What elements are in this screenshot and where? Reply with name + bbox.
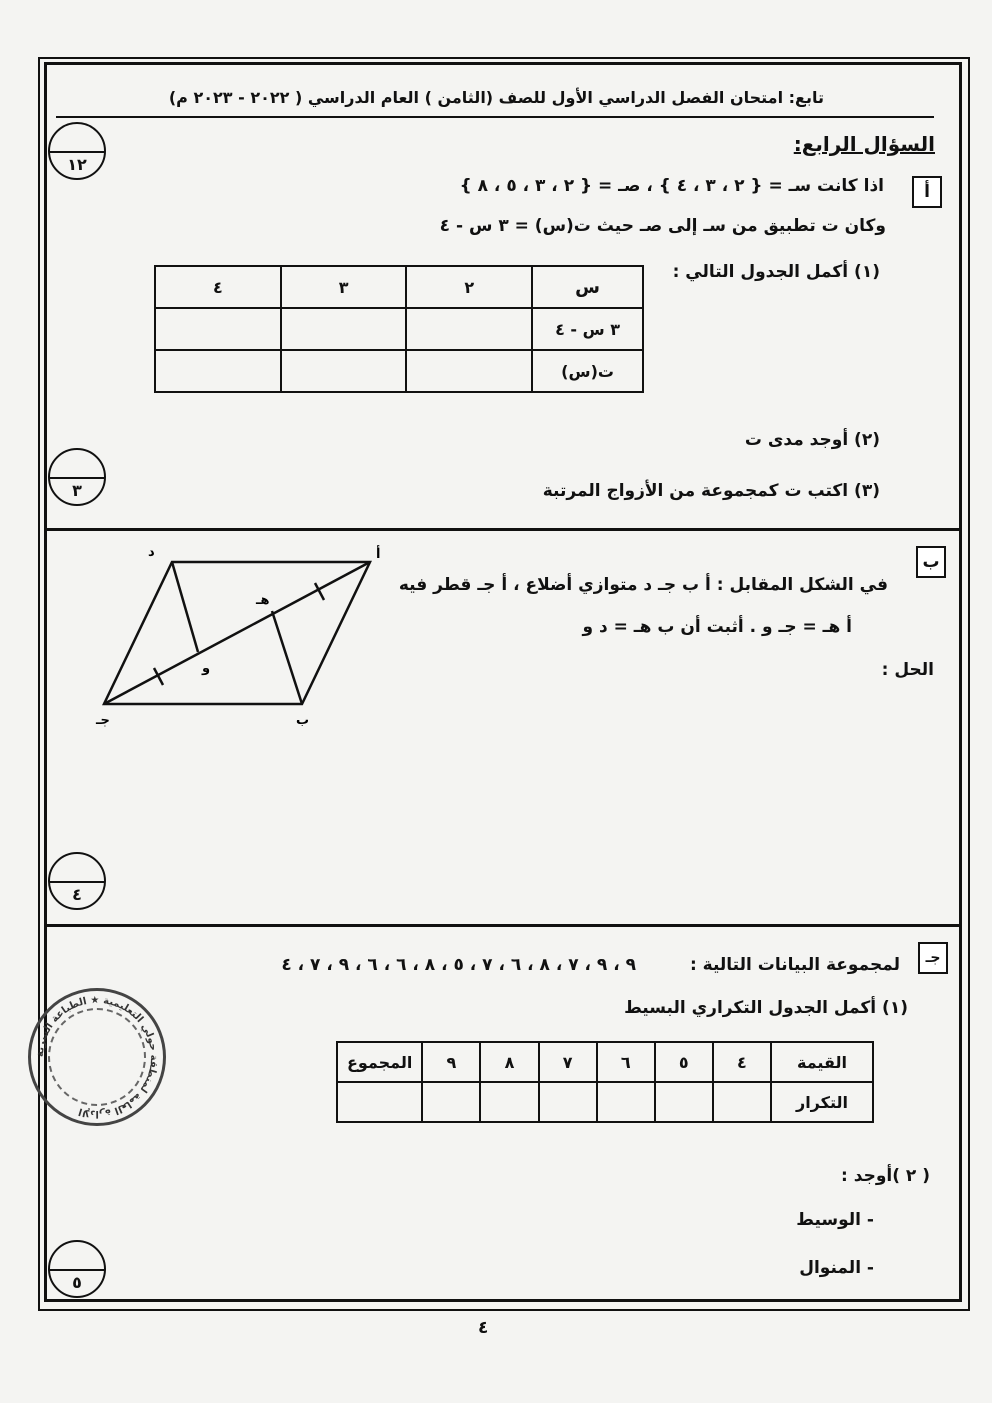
- part-a-label: أ: [912, 176, 942, 208]
- table-row-label: ت(س): [532, 350, 643, 392]
- part-c-label: جـ: [918, 942, 948, 974]
- section-divider-1: [44, 528, 962, 531]
- freq-header-total: المجموع: [337, 1042, 422, 1082]
- part-c-q2: ( ٢ )أوجد :: [841, 1166, 930, 1186]
- freq-header-value: القيمة: [771, 1042, 873, 1082]
- parallelogram-figure: [90, 540, 390, 730]
- part-c-q1: (١) أكمل الجدول التكراري البسيط: [624, 998, 908, 1018]
- part-b-line1: في الشكل المقابل : أ ب جـ د متوازي أضلاع ، أ جـ قطر فيه: [398, 575, 888, 595]
- seal-text-ring: [28, 988, 166, 1126]
- part-a-q2: (٢) أوجد مدى ت: [744, 430, 880, 450]
- freq-value: ٤: [713, 1042, 771, 1082]
- part-c-mark-circle: ٥: [48, 1240, 106, 1298]
- median-item: - الوسيط: [796, 1210, 874, 1230]
- page-number: ٤: [478, 1318, 489, 1338]
- freq-cell[interactable]: [655, 1082, 713, 1122]
- table-header: ٣: [281, 266, 407, 308]
- solution-label: الحل :: [881, 660, 934, 680]
- segment-bh: [272, 611, 302, 704]
- freq-value: ٧: [539, 1042, 597, 1082]
- freq-header-count: التكرار: [771, 1082, 873, 1122]
- table-cell[interactable]: [406, 308, 532, 350]
- freq-value: ٨: [480, 1042, 538, 1082]
- table-header: ٤: [155, 266, 281, 308]
- exam-header: تابع: امتحان الفصل الدراسي الأول للصف (الثامن ) العام الدراسي ( ٢٠٢٢ - ٢٠٢٣ م): [168, 88, 824, 107]
- segment-dw: [172, 562, 198, 652]
- table-cell[interactable]: [281, 308, 407, 350]
- part-a-line1: اذا كانت سـ = { ٢ ، ٣ ، ٤ } ، صـ = { ٢ ، ٣ ، ٥ ، ٨ }: [459, 176, 884, 196]
- freq-cell[interactable]: [539, 1082, 597, 1122]
- freq-cell[interactable]: [597, 1082, 655, 1122]
- freq-value: ٩: [422, 1042, 480, 1082]
- part-a-line2: وكان ت تطبيق من سـ إلى صـ حيث ت(س) = ٣ س - ٤: [439, 216, 886, 236]
- header-divider: [56, 116, 934, 118]
- table-header-x: س: [532, 266, 643, 308]
- freq-value: ٥: [655, 1042, 713, 1082]
- freq-value: ٦: [597, 1042, 655, 1082]
- table-cell[interactable]: [406, 350, 532, 392]
- part-a-mark-circle: ٣: [48, 448, 106, 506]
- table-header: ٢: [406, 266, 532, 308]
- freq-cell[interactable]: [422, 1082, 480, 1122]
- frequency-table: [336, 1041, 874, 1123]
- table-cell[interactable]: [155, 350, 281, 392]
- part-c-intro: لمجموعة البيانات التالية :: [689, 955, 900, 975]
- table-row-label: ٣ س - ٤: [532, 308, 643, 350]
- diagonal-ac: [104, 562, 370, 704]
- part-b-line2: أ هـ = جـ و . أثبت أن ب هـ = د و: [582, 617, 852, 637]
- point-label-h: هـ: [256, 593, 270, 608]
- part-b-mark-circle: ٤: [48, 852, 106, 910]
- part-b-label: ب: [916, 546, 946, 578]
- vertex-label-b: ب: [296, 713, 310, 728]
- point-label-w: و: [202, 661, 211, 676]
- table-cell[interactable]: [155, 308, 281, 350]
- freq-cell[interactable]: [713, 1082, 771, 1122]
- vertex-label-d: د: [148, 545, 155, 560]
- part-c-data: ٩ ، ٩ ، ٧ ، ٨ ، ٦ ، ٧ ، ٥ ، ٨ ، ٦ ، ٦ ، ٩ ، ٧ ، ٤: [281, 955, 636, 975]
- freq-cell[interactable]: [337, 1082, 422, 1122]
- svg-text:الإدارة العامة لمنطقة حولي الت: الإدارة العامة لمنطقة حولي التعليمية ★ الطباعة السرية: [34, 994, 160, 1120]
- part-a-q3: (٣) اكتب ت كمجموعة من الأزواج المرتبة: [542, 481, 880, 501]
- total-mark-circle: ١٢: [48, 122, 106, 180]
- table-cell[interactable]: [281, 350, 407, 392]
- freq-cell[interactable]: [480, 1082, 538, 1122]
- mode-item: - المنوال: [799, 1258, 874, 1278]
- question-title: السؤال الرابع:: [793, 132, 935, 156]
- section-divider-2: [44, 924, 962, 927]
- mapping-table: [154, 265, 644, 393]
- part-a-q1: (١) أكمل الجدول التالي :: [672, 262, 880, 282]
- vertex-label-a: أ: [376, 547, 381, 562]
- vertex-label-c: جـ: [96, 713, 110, 728]
